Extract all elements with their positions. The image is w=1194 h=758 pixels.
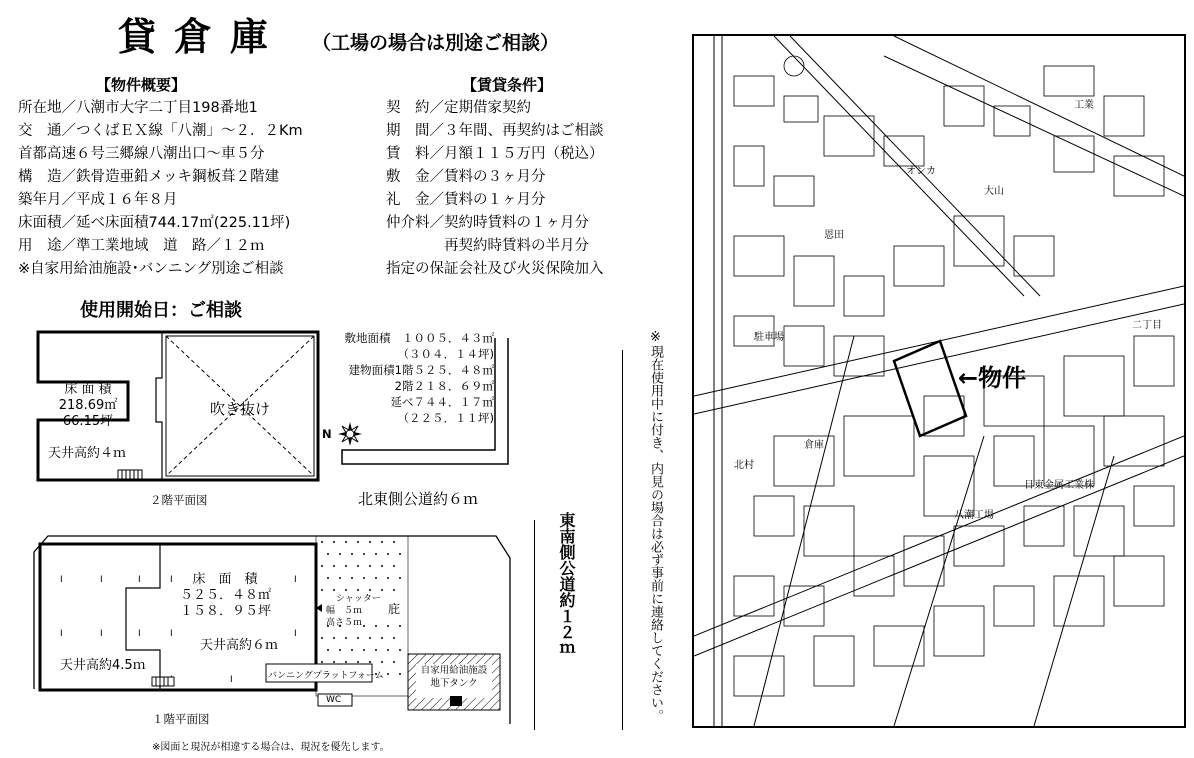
lease-heading: 【賃貸条件】: [462, 76, 553, 94]
road-divider-line: [534, 520, 535, 730]
svg-text:I: I: [60, 575, 63, 585]
lease-line: 敷 金／賃料の３ヶ月分: [386, 169, 546, 185]
wc-label: WC: [326, 695, 342, 705]
northeast-road-label: 北東側公道約６ｍ: [358, 490, 479, 508]
lease-line: 指定の保証会社及び火災保険加入: [386, 261, 604, 277]
compass-label: N: [322, 427, 332, 441]
overview-line: ※自家用給油施設･バンニング別途ご相談: [18, 261, 284, 277]
area-line: （２２５．１１坪): [397, 411, 494, 425]
map-label: オンカ: [906, 166, 936, 177]
svg-text:I: I: [60, 629, 63, 639]
floor2-area-sqm: 218.69㎡: [58, 398, 118, 413]
floor2-ceiling: 天井高約４ｍ: [48, 446, 127, 461]
southeast-road-label: 東南側公道約１２ｍ: [557, 512, 576, 656]
svg-text:I: I: [100, 575, 103, 585]
svg-text:I: I: [230, 675, 233, 685]
location-map: [692, 34, 1186, 728]
area-line: （３０４．１４坪): [397, 347, 494, 361]
lease-line: 賃 料／月額１１５万円（税込）: [386, 146, 604, 162]
floor1-ceiling-side: 天井高約4.5ｍ: [60, 658, 146, 673]
lease-list: [386, 97, 604, 281]
overview-line: 首都高速６号三郷線八潮出口～車５分: [18, 146, 265, 162]
svg-text:I: I: [170, 575, 173, 585]
overview-line: 交 通／つくばＥＸ線「八潮」～２．２Km: [18, 123, 303, 139]
overview-line: 用 途／準工業地域 道 路／１２ｍ: [18, 238, 265, 254]
overview-heading: 【物件概要】: [96, 76, 187, 94]
shutter-info: [326, 593, 381, 629]
overview-line: 所在地／八潮市大字二丁目198番地1: [18, 100, 258, 116]
start-date: 使用開始日：ご相談: [80, 300, 242, 321]
area-line: 延べ７４４．１７㎡: [390, 395, 494, 409]
svg-text:I: I: [170, 629, 173, 639]
property-marker-label: ←物件: [958, 364, 1027, 392]
note-divider-line: [622, 350, 623, 730]
bottom-note: ※図面と現況が相違する場合は、現況を優先します。: [152, 742, 390, 753]
page-subtitle: （工場の場合は別途ご相談）: [312, 32, 560, 54]
area-line: 建物面積1階５２５．４８㎡: [348, 363, 494, 377]
overview-line: 床面積／延べ床面積744.17㎡(225.11坪): [18, 215, 291, 231]
page-title: 貸倉庫: [118, 15, 287, 59]
map-label: 駐車場: [754, 332, 784, 343]
map-label: 工業: [1074, 100, 1094, 111]
shutter-height: 高さ５ｍ: [326, 618, 363, 628]
svg-text:I: I: [138, 575, 141, 585]
floor1-area: [180, 572, 270, 620]
fuel-label: [416, 664, 492, 690]
map-label: 日東金属工業株: [1024, 480, 1094, 491]
floor1-area-label: 床 面 積: [192, 572, 258, 587]
map-label: 倉庫: [804, 440, 824, 451]
svg-text:I: I: [294, 575, 297, 585]
floor1-area-sqm: ５２５．４８㎡: [180, 588, 272, 603]
svg-text:I: I: [294, 629, 297, 639]
svg-text:I: I: [100, 629, 103, 639]
lease-line: 期 間／３年間、再契約はご相談: [386, 123, 604, 139]
fuel-label-2: 地下タンク: [430, 678, 478, 689]
map-label: 大山: [984, 186, 1004, 197]
floor2-void-label: 吹き抜け: [210, 400, 271, 418]
map-drawing: [694, 36, 1184, 726]
floor2-area-label: 床 面 積: [64, 382, 112, 397]
lease-line: 契 約／定期借家契約: [386, 100, 531, 116]
map-label: 二丁目: [1132, 320, 1162, 331]
lease-line: 礼 金／賃料の１ヶ月分: [386, 192, 546, 208]
fuel-label-1: 自家用給油施設: [420, 665, 488, 676]
floor2-area-tsubo: 66.15坪: [62, 414, 114, 429]
map-label: 恩田: [824, 230, 844, 241]
vanning-label: バンニングプラットフォーム: [268, 671, 384, 681]
floor2-area: [48, 382, 128, 430]
lease-line: 再契約時賃料の半月分: [386, 238, 589, 254]
floor1-area-tsubo: １５８．９５坪: [180, 604, 272, 619]
shutter-width: 幅 ５ｍ: [326, 606, 363, 616]
floor1-ceiling-main: 天井高約６ｍ: [200, 638, 279, 653]
overview-list: [18, 97, 303, 281]
map-label: 北村: [734, 460, 754, 471]
overview-line: 築年月／平成１６年８月: [18, 192, 178, 208]
floor2-caption: ２階平面図: [150, 493, 208, 507]
floor1-caption: １階平面図: [152, 712, 210, 726]
area-line: 2階２１８．６９㎡: [394, 379, 494, 393]
overview-line: 構 造／鉄骨造亜鉛メッキ鋼板葺２階建: [18, 169, 279, 185]
svg-text:I: I: [138, 629, 141, 639]
yard-label: 庇: [388, 602, 401, 616]
map-label: 八潮工場: [954, 510, 994, 521]
shutter-label: シャッター: [336, 594, 381, 604]
lease-line: 仲介料／契約時賃料の１ヶ月分: [386, 215, 589, 231]
site-corner-outline: [330, 326, 520, 476]
floor1-plan: [30, 524, 526, 724]
vertical-note: ※現在使用中に付き、内見の場合は必ず事前に連絡してください。: [648, 330, 663, 722]
area-line: 敷地面積 １００５．４３㎡: [344, 331, 494, 345]
